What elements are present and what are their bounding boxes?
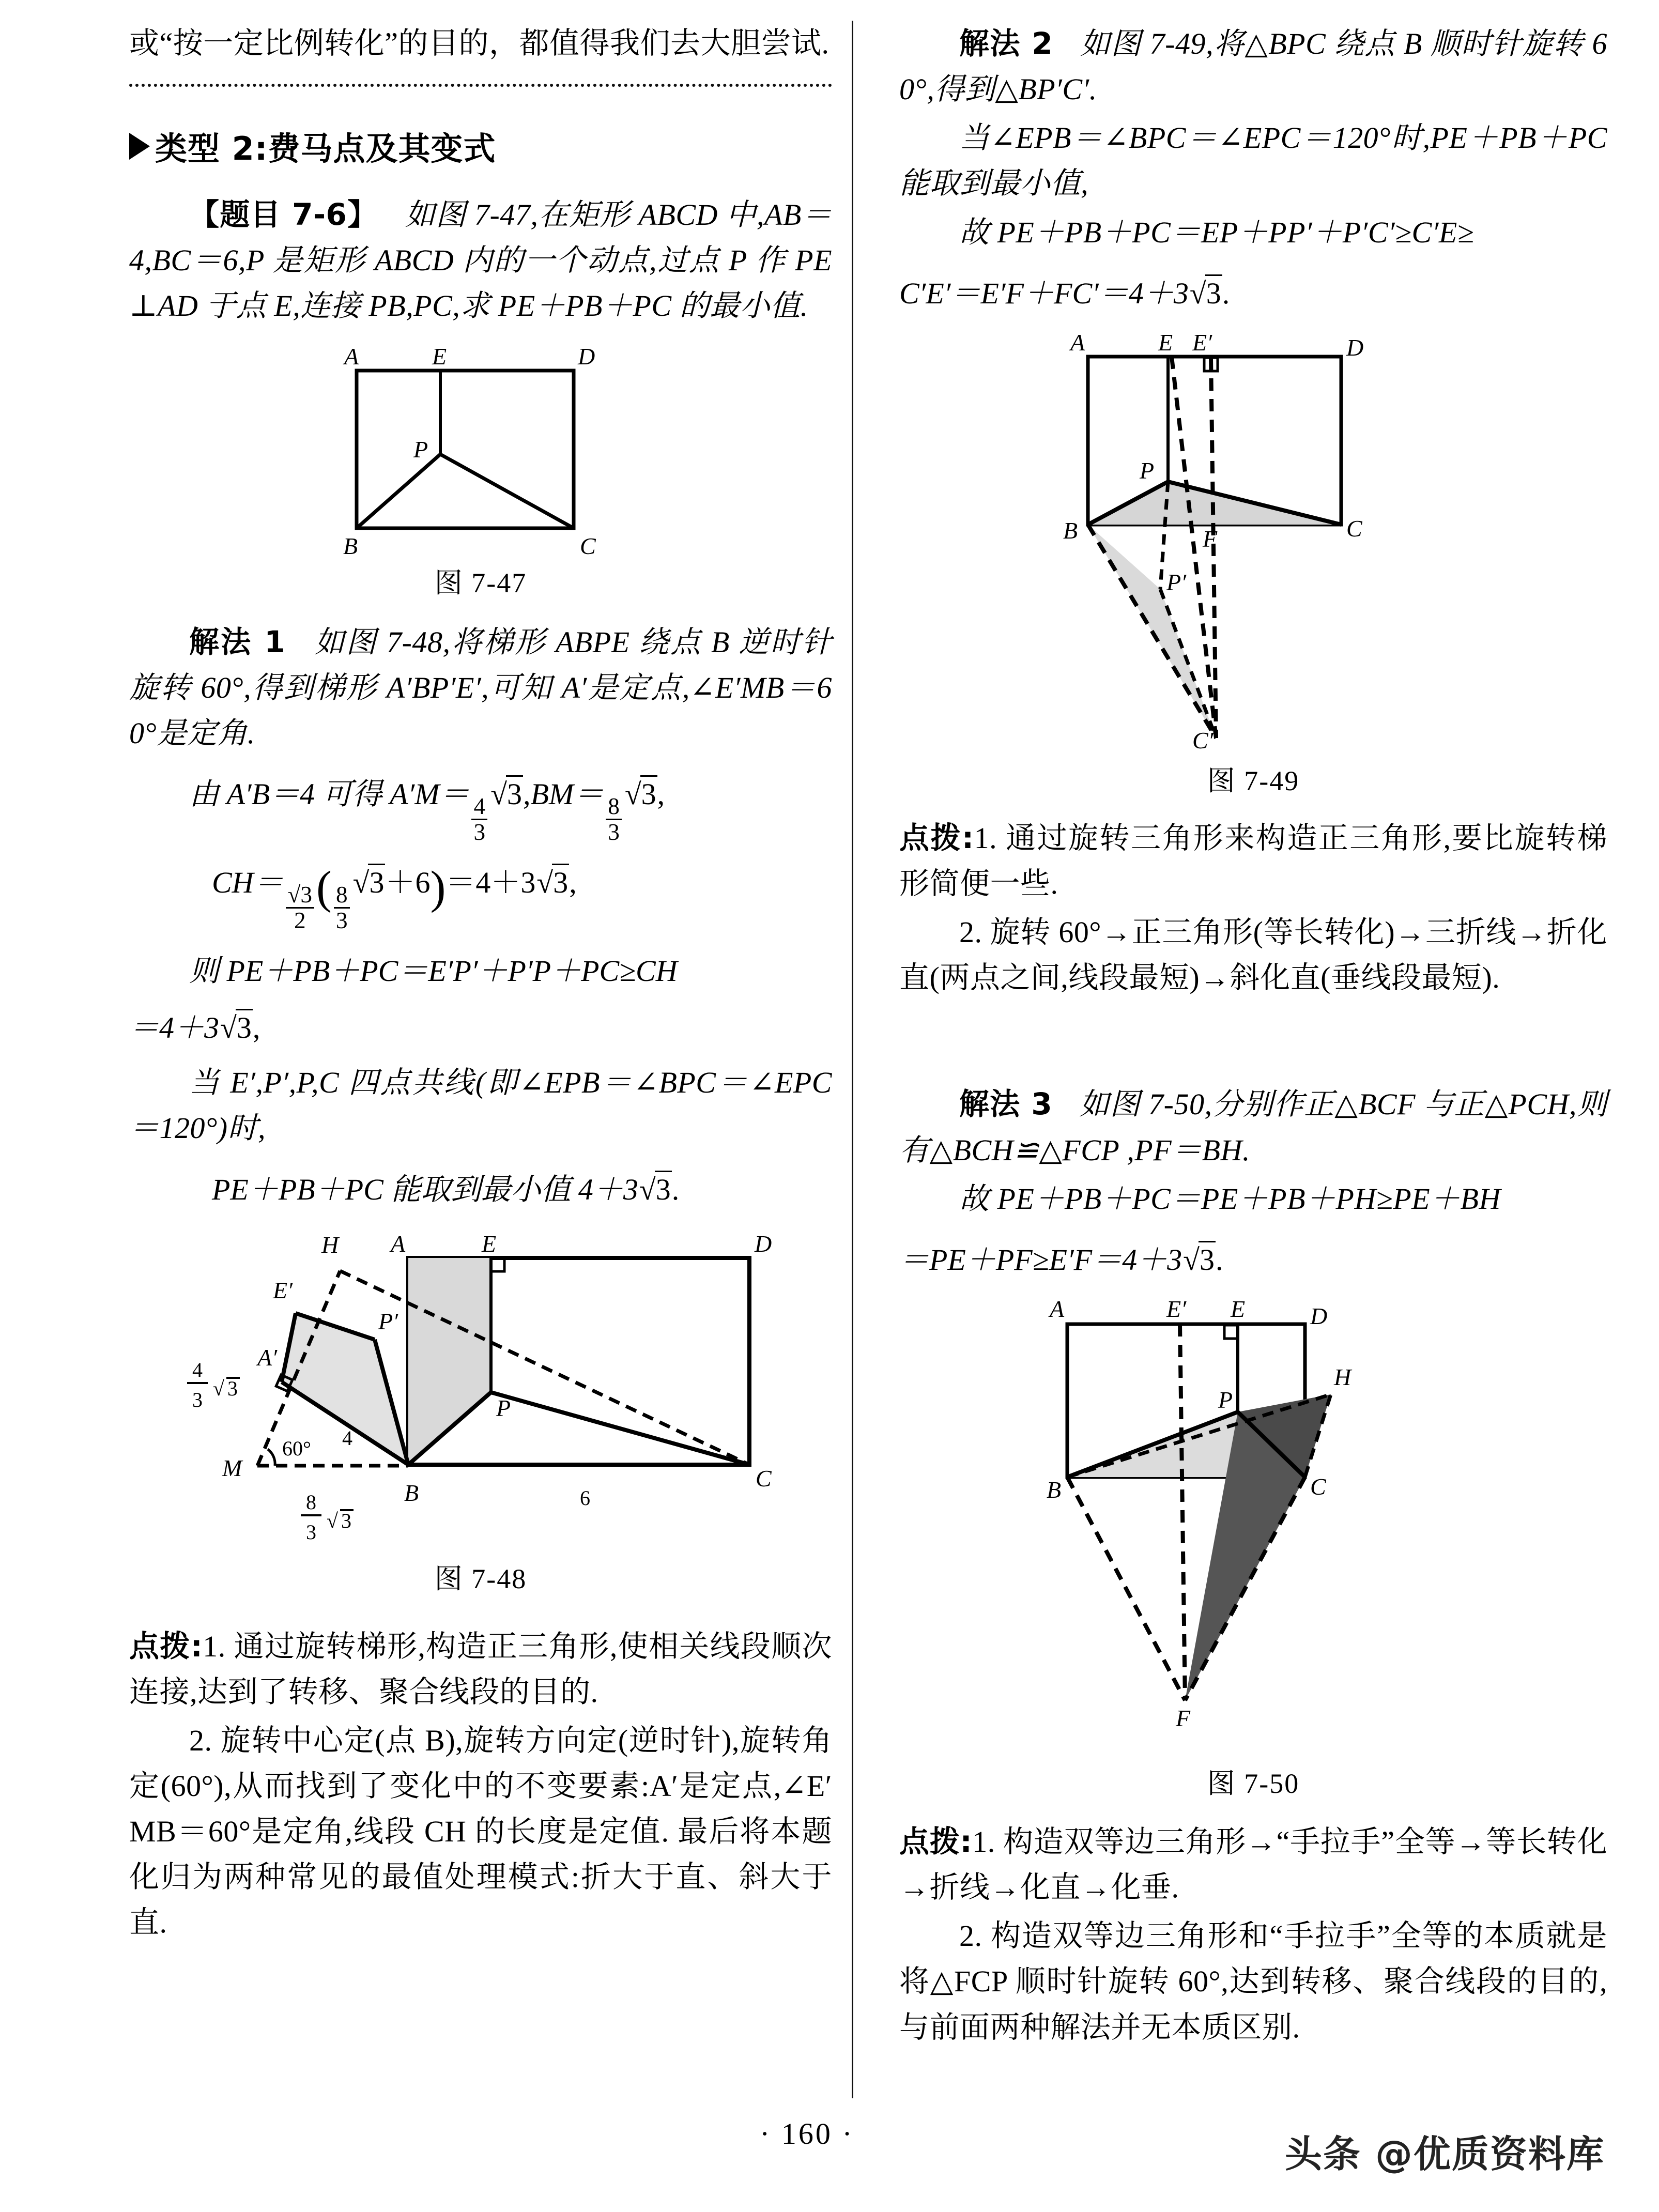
figure-7-47-drawing — [326, 340, 636, 557]
equation-2 — [129, 858, 832, 933]
watermark: 头条 @优质资料库 — [1284, 2132, 1605, 2176]
equation-4 — [129, 1003, 832, 1047]
solution2-line4 — [899, 269, 1607, 312]
svg-text:8: 8 — [306, 1490, 316, 1514]
equation-1-tail: , — [657, 777, 665, 811]
solution2-line4-end: . — [1222, 276, 1230, 310]
figure-7-48 — [140, 1222, 822, 1596]
left-column — [129, 0, 832, 1949]
label-A-prime: A′ — [257, 1344, 278, 1371]
equation-1-fraction: $\frac{4}{3}$ — [471, 794, 487, 844]
label-D: D — [1310, 1302, 1328, 1329]
figure-7-49-drawing — [969, 326, 1538, 755]
triangle-bullet-icon — [129, 133, 150, 160]
label-P: P — [496, 1394, 511, 1421]
label-P: P — [1140, 457, 1155, 484]
label-D: D — [578, 343, 595, 370]
sqrt-icon — [624, 777, 641, 811]
solution2-label: 解法 2 — [959, 26, 1053, 61]
tips3-item1 — [899, 1819, 1607, 1910]
label-D: D — [755, 1230, 772, 1257]
equation-4-lead: ＝4＋3 — [129, 1011, 220, 1045]
label-C: C — [580, 532, 596, 557]
figure-7-48-caption: 图 7-48 — [434, 1563, 527, 1594]
tips3-label: 点拨: — [899, 1823, 973, 1859]
length-label-6: 6 — [580, 1486, 590, 1510]
sqrt-icon — [1189, 276, 1206, 311]
solution1-paragraph — [129, 619, 832, 756]
right-paren: ) — [430, 862, 446, 913]
fraction-8-over-3-sqrt3 — [301, 1491, 354, 1544]
label-A: A — [1070, 329, 1085, 356]
sqrt-icon — [352, 865, 370, 900]
label-E-prime: E′ — [1192, 329, 1212, 356]
equation-1-radicand: 3 — [506, 775, 523, 811]
tips3-item1-text: 1. 构造双等边三角形→“手拉手”全等→等长转化→折线→化直→化垂. — [899, 1824, 1607, 1904]
solution2-line4-lead: C′E′＝E′F＋FC′＝4＋3 — [899, 276, 1189, 310]
label-P-prime: P′ — [1166, 569, 1187, 595]
label-B: B — [404, 1479, 419, 1506]
label-A: A — [1050, 1295, 1065, 1322]
sqrt-icon — [489, 777, 507, 811]
sqrt-icon — [1182, 1242, 1200, 1277]
svg-text:3: 3 — [341, 1509, 351, 1532]
equation-2-plus: ＋6 — [385, 866, 431, 900]
label-H: H — [321, 1231, 339, 1258]
tips2-item2: 2. 旋转 60°→正三角形(等长转化)→三折线→折化直(两点之间,线段最短)→斜化直(垂线段最短). — [899, 915, 1607, 995]
label-F: F — [1203, 525, 1218, 552]
solution2-paragraph — [899, 21, 1607, 112]
equation-6-radicand: 3 — [655, 1171, 672, 1207]
equation-2-fraction-2: $\frac{8}{3}$ — [334, 883, 350, 933]
figure-7-49-caption: 图 7-49 — [1207, 765, 1300, 796]
label-A: A — [344, 343, 359, 370]
svg-text:3: 3 — [192, 1388, 203, 1411]
type-heading — [129, 123, 832, 169]
figure-7-50 — [969, 1292, 1538, 1801]
equation-5 — [129, 1060, 832, 1151]
label-C: C — [756, 1465, 772, 1492]
solution1-text: 如图 7-48,将梯形 ABPE 绕点 B 逆时针旋转 60°,得到梯形 A′BP′E′,可知 A′是定点,∠E′MB＝60°是定角. — [129, 625, 832, 750]
equation-4-end: , — [252, 1011, 260, 1045]
equation-2-fraction-1: $\frac{√3}{2}$ — [286, 883, 314, 933]
solution3-line3-radicand: 3 — [1199, 1241, 1216, 1277]
label-M: M — [222, 1454, 242, 1481]
label-C: C — [1346, 515, 1362, 542]
problem-paragraph — [129, 192, 832, 329]
label-B: B — [343, 532, 358, 557]
tips2-item1 — [899, 815, 1607, 907]
equation-1-lead: 由 A′B＝4 可得 A′M＝ — [189, 777, 470, 811]
problem-label: 【题目 7-6】 — [189, 197, 378, 233]
svg-text:√: √ — [213, 1376, 224, 1400]
equation-2-end: , — [569, 866, 577, 900]
solution2-line3-text: 故 PE＋PB＋PC＝EP＋PP′＋P′C′≥C′E≥ — [959, 215, 1474, 249]
label-C-prime: C′ — [1192, 727, 1213, 754]
svg-text:√: √ — [327, 1509, 338, 1532]
equation-1-mid: ,BM＝ — [523, 777, 604, 811]
sqrt-icon — [638, 1172, 656, 1207]
equation-6-end: . — [671, 1172, 680, 1206]
label-P: P — [1218, 1386, 1233, 1413]
right-column — [899, 0, 1607, 2053]
label-P-prime: P′ — [378, 1308, 398, 1334]
label-D: D — [1346, 334, 1364, 361]
label-C: C — [1310, 1473, 1326, 1500]
label-B: B — [1063, 517, 1078, 544]
figure-7-47 — [326, 340, 636, 601]
solution2-line3 — [899, 210, 1607, 255]
equation-3 — [129, 946, 832, 990]
equation-6-lead: PE＋PB＋PC 能取到最小值 4＋3 — [212, 1172, 638, 1206]
solution2-line2-text: 当∠EPB＝∠BPC＝∠EPC＝120°时,PE＋PB＋PC 能取到最小值, — [899, 121, 1607, 201]
tips1-item1-text: 1. 通过旋转梯形,构造正三角形,使相关线段顺次连接,达到了转移、聚合线段的目的. — [129, 1629, 832, 1709]
label-E: E — [482, 1230, 497, 1257]
equation-2-radicand: 3 — [368, 864, 385, 900]
label-E-prime: E′ — [273, 1277, 293, 1303]
svg-text:3: 3 — [306, 1520, 316, 1544]
tips2-label: 点拨: — [899, 820, 974, 855]
solution2-line2 — [899, 115, 1607, 206]
equation-2-tail: ＝4＋3 — [446, 866, 536, 900]
equation-1-fraction-2: $\frac{8}{3}$ — [606, 794, 622, 844]
left-paren: ( — [316, 862, 332, 913]
solution1-label: 解法 1 — [189, 624, 286, 659]
equation-2-radicand-2: 3 — [552, 864, 569, 900]
figure-7-49 — [969, 326, 1538, 798]
equation-1 — [129, 770, 832, 844]
label-B: B — [1047, 1476, 1062, 1503]
label-E: E — [1158, 329, 1173, 356]
equation-5-text: 当 E′,P′,P,C 四点共线(即∠EPB＝∠BPC＝∠EPC＝120°)时, — [129, 1066, 832, 1145]
length-label-4: 4 — [342, 1426, 352, 1450]
tips1-item1 — [129, 1623, 832, 1715]
svg-text:4: 4 — [192, 1358, 203, 1381]
label-E: E — [432, 343, 447, 370]
tips3-item2: 2. 构造双等边三角形和“手拉手”全等的本质就是将△FCP 顺时针旋转 60°,达到转移、聚合线段的目的,与前面两种解法并无本质区别. — [899, 1919, 1607, 2044]
solution3-line2-text: 故 PE＋PB＋PC＝PE＋PB＋PH≥PE＋BH — [959, 1181, 1501, 1216]
column-divider — [852, 21, 853, 2098]
figure-7-48-drawing — [140, 1222, 822, 1553]
label-E-prime: E′ — [1166, 1295, 1187, 1322]
equation-3-text: 则 PE＋PB＋PC＝E′P′＋P′P＋PC≥CH — [189, 954, 678, 988]
tips1-item2: 2. 旋转中心定(点 B),旋转方向定(逆时针),旋转角定(60°),从而找到了变化中的不变要素:A′是定点,∠E′MB＝60°是定角,线段 CH 的长度是定值. 最后将本题化归为两种常见的最值处理模式:折大于直、斜大于直. — [129, 1723, 832, 1940]
figure-7-47-caption: 图 7-47 — [434, 567, 527, 598]
label-F: F — [1176, 1704, 1191, 1731]
problem-text: 如图 7-47,在矩形 ABCD 中,AB＝4,BC＝6,P 是矩形 ABCD 内的一个动点,过点 P 作 PE⊥AD 于点 E,连接 PB,PC,求 PE＋PB＋PC 的最小值. — [129, 198, 832, 323]
solution3-label: 解法 3 — [959, 1086, 1053, 1122]
label-A: A — [391, 1230, 406, 1257]
equation-2-lead: CH＝ — [212, 866, 284, 900]
page-number: · 160 · — [760, 2117, 854, 2150]
equation-6 — [129, 1165, 832, 1208]
solution3-line3 — [899, 1235, 1607, 1279]
figure-7-50-caption: 图 7-50 — [1207, 1768, 1300, 1799]
fraction-4-over-3-sqrt3 — [187, 1358, 240, 1411]
solution3-paragraph — [899, 1081, 1607, 1173]
type-heading-label: 类型 2:费马点及其变式 — [155, 130, 496, 168]
figure-7-50-drawing — [969, 1292, 1538, 1757]
solution3-line2 — [899, 1176, 1607, 1222]
tips1-label: 点拨: — [129, 1628, 203, 1664]
solution2-line4-radicand: 3 — [1205, 274, 1222, 311]
label-E: E — [1231, 1295, 1246, 1322]
solution2-text: 如图 7-49,将△BPC 绕点 B 顺时针旋转 60°,得到△BP′C′. — [899, 27, 1607, 106]
sqrt-icon — [219, 1010, 237, 1045]
tips2-item1-text: 1. 通过旋转三角形来构造正三角形,要比旋转梯形简便一些. — [899, 821, 1607, 900]
equation-4-radicand: 3 — [236, 1009, 253, 1045]
svg-text:3: 3 — [227, 1376, 238, 1400]
label-P: P — [413, 436, 428, 463]
sqrt-icon — [535, 865, 553, 900]
intro-paragraph: 或“按一定比例转化”的目的，都值得我们去大胆尝试. — [129, 26, 830, 60]
section-separator-dotted — [129, 84, 832, 87]
solution3-line3-lead: ＝PE＋PF≥E′F＝4＋3 — [899, 1242, 1182, 1277]
label-H: H — [1334, 1363, 1351, 1390]
solution3-line3-end: . — [1215, 1242, 1223, 1277]
solution3-text: 如图 7-50,分别作正△BCF 与正△PCH,则有△BCH≌△FCP ,PF＝BH. — [899, 1087, 1607, 1167]
angle-label-60: 60° — [282, 1436, 311, 1460]
equation-1-radicand-2: 3 — [640, 775, 657, 811]
